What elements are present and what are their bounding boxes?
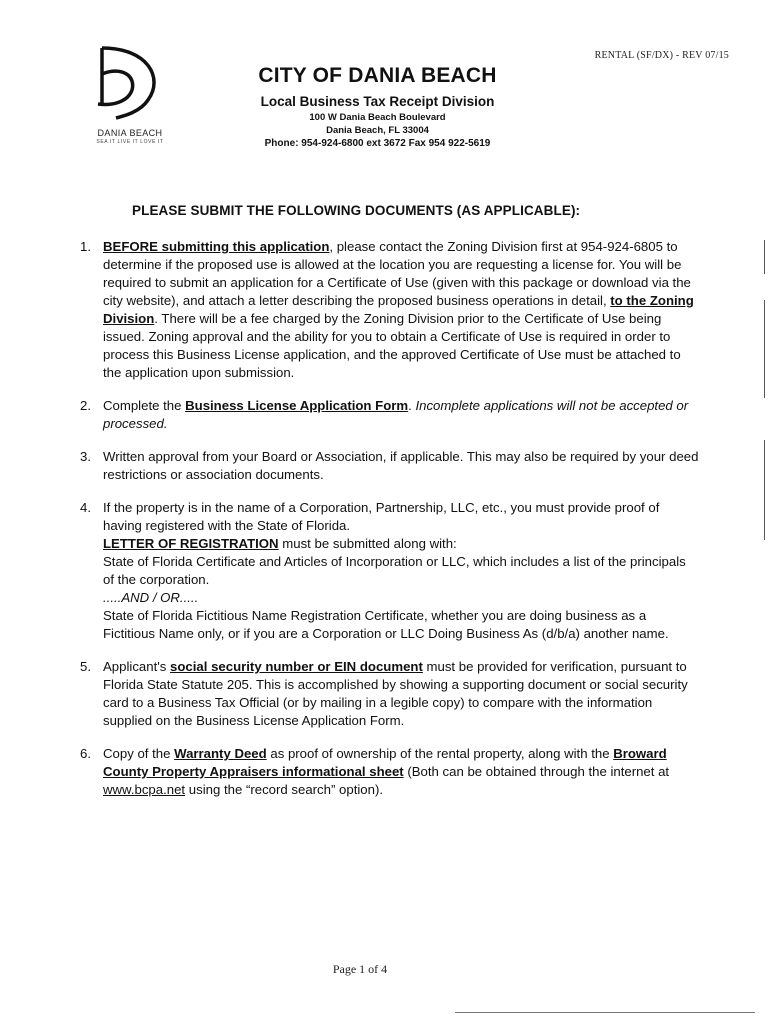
scan-edge-mark — [764, 300, 765, 398]
dania-beach-logo-icon — [88, 44, 168, 128]
incorporation-paragraph: State of Florida Certificate and Articles of Incorporation or LLC, which includes a list of the principals of the corporation. — [103, 554, 686, 587]
text: Applicant's — [103, 659, 171, 674]
text: as proof of ownership of the rental property, along with the — [266, 746, 614, 761]
address-line-1: 100 W Dania Beach Boulevard — [309, 112, 446, 123]
emphasis: social security number or EIN document — [170, 659, 423, 674]
documents-headline: PLEASE SUBMIT THE FOLLOWING DOCUMENTS (AS APPLICABLE): — [132, 203, 581, 218]
bcpa-link[interactable]: www.bcpa.net — [103, 782, 186, 797]
logo-name: DANIA BEACH — [97, 128, 163, 138]
list-item — [80, 499, 700, 643]
text: , please contact the Zoning Division first at 954-924-6805 to determine if the proposed use is allowed at the location you are requesting a license for. You will be required to submit an application for a Certificate of Use (given with this package or download via the city website), and attach a letter describing the proposed business operations in detail, — [103, 239, 691, 308]
text: Copy of the — [103, 746, 175, 761]
list-item — [80, 238, 700, 382]
item-text — [103, 238, 700, 382]
item-number: 5. — [80, 659, 91, 674]
and-or-separator: .....AND / OR..... — [103, 590, 199, 605]
item-text: If the property is in the name of a Corporation, Partnership, LLC, etc., you must provide proof of having registered with the State of Florida. — [103, 500, 660, 533]
item-text — [103, 397, 700, 433]
list-item — [80, 745, 700, 799]
text: must be submitted along with: — [278, 536, 457, 551]
page-number: Page 1 of 4 — [332, 962, 388, 976]
italic-note: Incomplete applications will not be accepted or processed. — [103, 398, 689, 431]
text: . — [408, 398, 416, 413]
emphasis: Business License Application Form — [185, 398, 409, 413]
emphasis: Warranty Deed — [174, 746, 267, 761]
list-item — [80, 448, 700, 484]
revision-code: RENTAL (SF/DX) - REV 07/15 — [594, 50, 729, 61]
scan-edge-mark — [764, 440, 765, 540]
item-number: 4. — [80, 500, 91, 515]
item-number: 2. — [80, 398, 91, 413]
item-text: Written approval from your Board or Association, if applicable. This may also be required by your deed restrictions or association documents. — [103, 449, 699, 482]
item-text — [103, 745, 700, 799]
phone-fax: Phone: 954-924-6800 ext 3672 Fax 954 922-5619 — [264, 138, 491, 149]
text: . There will be a fee charged by the Zoning Division prior to the Certificate of Use being issued. Zoning approval and the ability for you to obtain a Certificate of Use is required in order to process this Business License application, and the approved Certificate of Use must be attached to the application upon submission. — [103, 311, 681, 380]
list-item — [80, 397, 700, 433]
registration-line — [103, 535, 700, 553]
emphasis: BEFORE submitting this application — [103, 239, 330, 254]
address-line-2: Dania Beach, FL 33004 — [326, 125, 429, 136]
text: using the “record search” option). — [185, 782, 384, 797]
list-item — [80, 658, 700, 730]
emphasis: LETTER OF REGISTRATION — [103, 536, 279, 551]
item-number: 1. — [80, 239, 91, 254]
text: (Both can be obtained through the internet at — [403, 764, 670, 779]
city-name: CITY OF DANIA BEACH — [258, 64, 497, 87]
fictitious-name-paragraph: State of Florida Fictitious Name Registration Certificate, whether you are doing business as a Fictitious Name only, or if you are a Corporation or LLC Doing Business As (d/b/a) another name. — [103, 608, 669, 641]
scan-edge-mark — [764, 240, 765, 274]
requirements-list — [80, 238, 700, 814]
item-text — [103, 658, 700, 730]
text: Complete the — [103, 398, 186, 413]
letterhead — [200, 62, 555, 151]
emphasis: to the Zoning Division — [103, 293, 694, 326]
city-logo — [80, 44, 180, 154]
text: must be provided for verification, pursuant to Florida State Statute 205. This is accomplished by showing a supporting document or social security card to a Business Tax Official (or by mailing in a legible copy) to compare with the information supplied on the Business License Application Form. — [103, 659, 688, 728]
emphasis: Broward County Property Appraisers informational sheet — [103, 746, 667, 779]
division-name: Local Business Tax Receipt Division — [260, 94, 495, 109]
logo-tagline: SEA IT LIVE IT LOVE IT — [96, 139, 164, 145]
item-number: 6. — [80, 746, 91, 761]
item-number: 3. — [80, 449, 91, 464]
scan-bottom-line — [455, 1012, 755, 1013]
